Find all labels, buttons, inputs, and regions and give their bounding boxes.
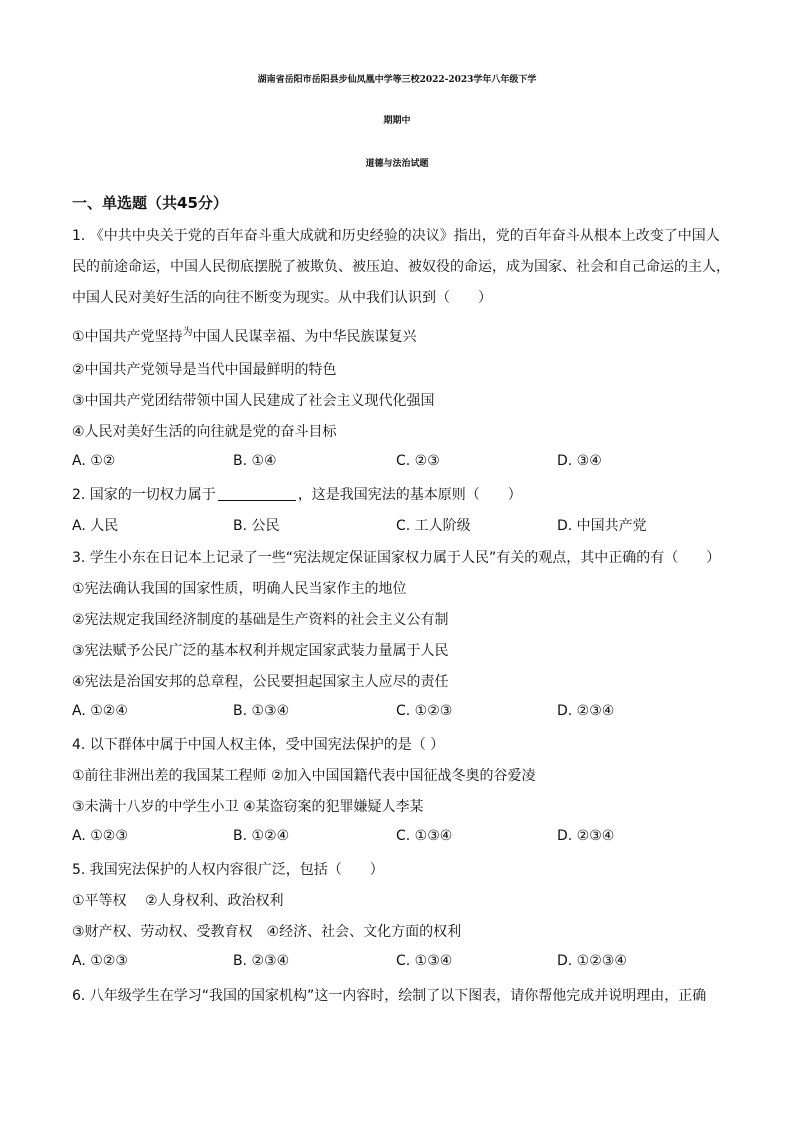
q1-statement-4: ④人民对美好生活的向往就是党的奋斗目标 bbox=[72, 424, 337, 440]
q1-option-c[interactable]: C. ②③ bbox=[396, 453, 440, 469]
q1-statement-1-a: ①中国共产党坚持 bbox=[72, 329, 183, 345]
q4-option-b[interactable]: B. ①②④ bbox=[233, 828, 290, 844]
q3-stem: 3. 学生小东在日记本上记录了一些“宪法规定保证国家权力属于人民”有关的观点，其中正确的有（ ） bbox=[72, 550, 721, 566]
q2-option-b[interactable]: B. 公民 bbox=[233, 518, 280, 534]
q3-option-d[interactable]: D. ②③④ bbox=[557, 703, 615, 719]
q2-answer-blank bbox=[218, 486, 296, 501]
q1-stem-line2: 民的前途命运，中国人民彻底摆脱了被欺负、被压迫、被奴役的命运，成为国家、社会和自己命运的主人， bbox=[72, 259, 730, 275]
q1-statement-1 bbox=[72, 326, 417, 346]
q1-option-d[interactable]: D. ③④ bbox=[557, 453, 602, 469]
q5-option-c[interactable]: C. ①③④ bbox=[396, 953, 453, 969]
q2-stem-pre: 2. 国家的一切权力属于 bbox=[72, 487, 216, 503]
q5-statement-line1: ①平等权 ②人身权利、政治权利 bbox=[72, 893, 284, 909]
q3-option-a[interactable]: A. ①②④ bbox=[72, 703, 128, 719]
q3-statement-3: ③宪法赋予公民广泛的基本权利并规定国家武装力量属于人民 bbox=[72, 643, 449, 659]
q5-option-b[interactable]: B. ②③④ bbox=[233, 953, 290, 969]
q4-stem: 4. 以下群体中属于中国人权主体，受中国宪法保护的是（ ） bbox=[72, 737, 445, 753]
q1-stem-line1: 1. 《中共中央关于党的百年奋斗重大成就和历史经验的决议》指出，党的百年奋斗从根本上改变了中国人 bbox=[72, 228, 720, 244]
q1-statement-2: ②中国共产党领导是当代中国最鲜明的特色 bbox=[72, 362, 337, 378]
q1-stem-line3: 中国人民对美好生活的向往不断变为现实。从中我们认识到（ ） bbox=[72, 290, 492, 306]
q2-option-a[interactable]: A. 人民 bbox=[72, 518, 119, 534]
q1-option-b[interactable]: B. ①④ bbox=[233, 453, 277, 469]
q4-option-c[interactable]: C. ①③④ bbox=[396, 828, 453, 844]
q3-option-b[interactable]: B. ①③④ bbox=[233, 703, 290, 719]
q2-stem bbox=[72, 484, 522, 504]
q1-statement-3: ③中国共产党团结带领中国人民建成了社会主义现代化强国 bbox=[72, 393, 435, 409]
q5-option-a[interactable]: A. ①②③ bbox=[72, 953, 128, 969]
q3-statement-2: ②宪法规定我国经济制度的基础是生产资料的社会主义公有制 bbox=[72, 612, 449, 628]
q4-statement-line2: ③未满十八岁的中学生小卫 ④某盗窃案的犯罪嫌疑人李某 bbox=[72, 799, 424, 815]
q6-stem-line1: 6. 八年级学生在学习“我国的国家机构”这一内容时，绘制了以下图表，请你帮他完成并说明理由，正确 bbox=[72, 988, 707, 1004]
q4-statement-line1: ①前往非洲出差的我国某工程师 ②加入中国国籍代表中国征战冬奥的谷爱凌 bbox=[72, 768, 536, 784]
q4-option-d[interactable]: D. ②③④ bbox=[557, 828, 615, 844]
q1-option-a[interactable]: A. ①② bbox=[72, 453, 116, 469]
q4-option-a[interactable]: A. ①②③ bbox=[72, 828, 128, 844]
q5-statement-line2: ③财产权、劳动权、受教育权 ④经济、社会、文化方面的权利 bbox=[72, 924, 462, 940]
exam-title-line1: 湖南省岳阳市岳阳县步仙凤凰中学等三校2022-2023学年八年级下学 bbox=[257, 75, 537, 85]
section-heading: 一、单选题（共45分） bbox=[72, 194, 228, 212]
q5-stem: 5. 我国宪法保护的人权内容很广泛，包括（ ） bbox=[72, 862, 384, 878]
q1-statement-1-b: 中国人民谋幸福、为中华民族谋复兴 bbox=[192, 329, 417, 345]
exam-subject-title: 道德与法治试题 bbox=[365, 159, 429, 169]
q2-stem-post: ，这是我国宪法的基本原则（ ） bbox=[297, 487, 522, 503]
q2-option-d[interactable]: D. 中国共产党 bbox=[557, 518, 647, 534]
q3-statement-4: ④宪法是治国安邦的总章程，公民要担起国家主人应尽的责任 bbox=[72, 674, 449, 690]
q5-option-d[interactable]: D. ①②③④ bbox=[557, 953, 627, 969]
q1-statement-1-sup: 为 bbox=[182, 327, 193, 338]
exam-title-line2: 期期中 bbox=[383, 116, 411, 126]
q3-option-c[interactable]: C. ①②③ bbox=[396, 703, 453, 719]
q2-option-c[interactable]: C. 工人阶级 bbox=[396, 518, 471, 534]
q3-statement-1: ①宪法确认我国的国家性质，明确人民当家作主的地位 bbox=[72, 581, 407, 597]
